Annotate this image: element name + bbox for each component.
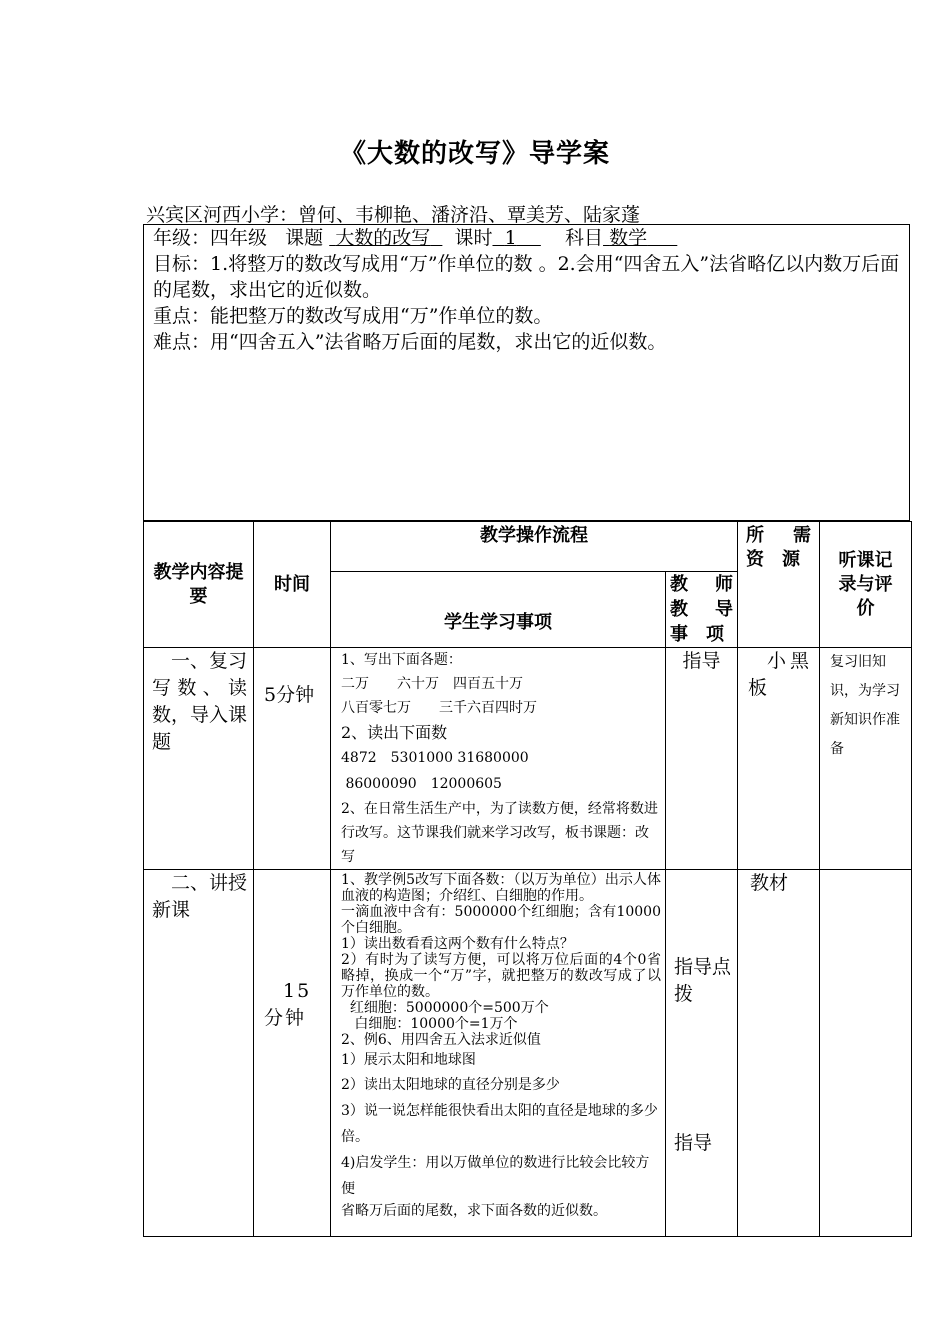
header-student-items: 学生学习事项 — [331, 572, 666, 648]
row1-teacher-items: 指导 — [666, 648, 738, 870]
header-content-summary: 教学内容提要 — [144, 522, 254, 648]
header-time: 时间 — [254, 522, 331, 648]
topic-label: 课题 — [285, 227, 324, 249]
grade-label: 年级： — [153, 227, 211, 249]
subject-label: 科目 — [565, 227, 604, 249]
authors-line: 兴宾区河西小学：曾何、韦柳艳、潘济沿、覃美芳、陆家蓬 — [146, 204, 641, 226]
table-row — [144, 870, 912, 1237]
row1-time: 5分钟 — [254, 648, 331, 870]
header-teacher-items: 教 师教 导事 项 — [666, 572, 738, 648]
lesson-key-point: 重点：能把整万的数改写成用“万”作单位的数。 — [153, 305, 553, 327]
row2-record — [820, 870, 912, 1237]
lesson-goal: 目标：1.将整万的数改写成用“万”作单位的数 。2.会用“四舍五入”法省略亿以内数万后面的尾数，求出它的近似数。 — [153, 253, 900, 301]
header-record-evaluation: 听课记录与评价 — [820, 522, 912, 648]
row1-student-items: 1、写出下面各题： 二万 六十万 四百五十万 八百零七万 三千六百四时万 2、读出下面数 4872 5301000 31680000 86000090 12000605 2、在日常生活生产中，为了读数方便，经常将数进行改写。这节课我们就来学习改写，板书课题：改写 — [331, 648, 666, 870]
period-label: 课时 — [454, 227, 493, 249]
lesson-plan-table — [143, 521, 912, 1237]
lesson-header-box — [143, 224, 910, 521]
row1-resources: 小黑板 — [738, 648, 820, 870]
row1-content: 一、复习写数、读数，导入课题 — [144, 648, 254, 870]
lesson-difficulty: 难点：用“四舍五入”法省略万后面的尾数，求出它的近似数。 — [153, 331, 667, 353]
row2-content: 二、讲授新课 — [144, 870, 254, 1237]
grade-value: 四年级 — [210, 227, 268, 249]
row2-resources: 教材 — [738, 870, 820, 1237]
header-teaching-process: 教学操作流程 — [331, 522, 738, 572]
period-value: 1 — [504, 227, 517, 249]
table-row — [144, 648, 912, 870]
page-title: 《大数的改写》导学案 — [339, 139, 610, 169]
topic-value: 大数的改写 — [335, 227, 431, 249]
subject-value: 数学 — [609, 227, 648, 249]
header-resources: 所 需资 源 — [738, 522, 820, 648]
row2-time: 15分钟 — [254, 870, 331, 1237]
row2-student-items: 1、教学例5改写下面各数：（以万为单位）出示人体血液的构造图；介绍红、白细胞的作用。 一滴血液中含有：5000000个红细胞；含有10000个白细胞。 1）读出数看看这两个数有什么特点？ 2）有时为了读写方便，可以将万位后面的4个0省略掉，换成一个“万”字，就把整万的数改写成了以万作单位的数。 红细胞：5000000个=500万个 白细胞：10000个=1万个 2、例6、用四舍五入法求近似值 1）展示太阳和地球图 2）读出太阳地球的直径分别是多少 3）说一说怎样能很快看出太阳的直径是地球的多少倍。 4)启发学生：用以万做单位的数进行比较会比较方便 省略万后面的尾数，求下面各数的近似数。 — [331, 870, 666, 1237]
row1-record: 复习旧知识，为学习新知识作准备 — [820, 648, 912, 870]
row2-teacher-items: 指导点拨 指导 — [666, 870, 738, 1237]
lesson-info-line — [153, 225, 905, 251]
